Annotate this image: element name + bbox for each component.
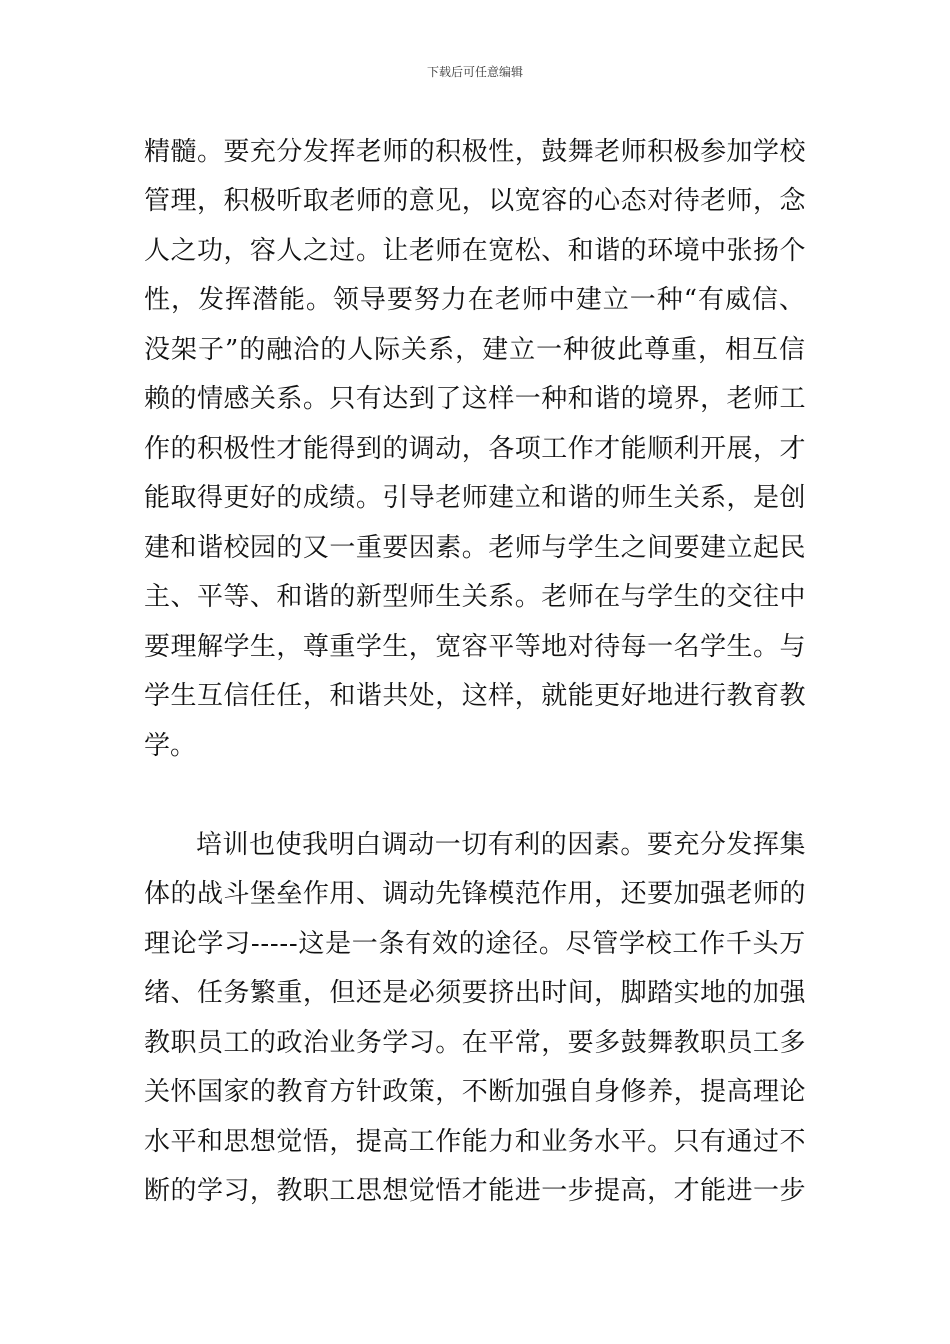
text-line: 赖的情感关系。只有达到了这样一种和谐的境界，老师工 (144, 384, 806, 414)
text-line: 作的积极性才能得到的调动，各项工作才能顺利开展，才 (144, 434, 806, 464)
text-line: 能取得更好的成绩。引导老师建立和谐的师生关系，是创 (144, 483, 806, 513)
text-line: 教职员工的政治业务学习。在平常，要多鼓舞教职员工多 (144, 1028, 806, 1058)
text-line: 主、平等、和谐的新型师生关系。老师在与学生的交往中 (144, 582, 806, 612)
text-line: 体的战斗堡垒作用、调动先锋模范作用，还要加强老师的 (144, 879, 806, 909)
text-line: 理论学习-----这是一条有效的途径。尽管学校工作千头万 (144, 929, 806, 959)
text-line: 学生互信任任，和谐共处，这样，就能更好地进行教育教 (144, 681, 806, 711)
text-line: 管理，积极听取老师的意见，以宽容的心态对待老师，念 (144, 186, 806, 216)
text-line: 断的学习，教职工思想觉悟才能进一步提高，才能进一步 (144, 1176, 806, 1206)
text-line: 人之功，容人之过。让老师在宽松、和谐的环境中张扬个 (144, 236, 806, 266)
text-line: 要理解学生，尊重学生，宽容平等地对待每一名学生。与 (144, 632, 806, 662)
text-line: 绪、任务繁重，但还是必须要挤出时间，脚踏实地的加强 (144, 978, 806, 1008)
text-line: 建和谐校园的又一重要因素。老师与学生之间要建立起民 (144, 533, 806, 563)
page-header-note: 下载后可任意编辑 (426, 65, 523, 79)
text-line: 精髓。要充分发挥老师的积极性，鼓舞老师积极参加学校 (144, 137, 806, 167)
text-line: 培训也使我明白调动一切有利的因素。要充分发挥集 (196, 830, 806, 860)
text-line: 性，发挥潜能。领导要努力在老师中建立一种“有威信、 (144, 285, 806, 315)
text-line: 关怀国家的教育方针政策，不断加强自身修养，提高理论 (144, 1077, 806, 1107)
text-line: 水平和思想觉悟，提高工作能力和业务水平。只有通过不 (144, 1127, 806, 1157)
text-line: 学。 (144, 731, 197, 761)
text-line: 没架子”的融洽的人际关系，建立一种彼此尊重，相互信 (144, 335, 806, 365)
